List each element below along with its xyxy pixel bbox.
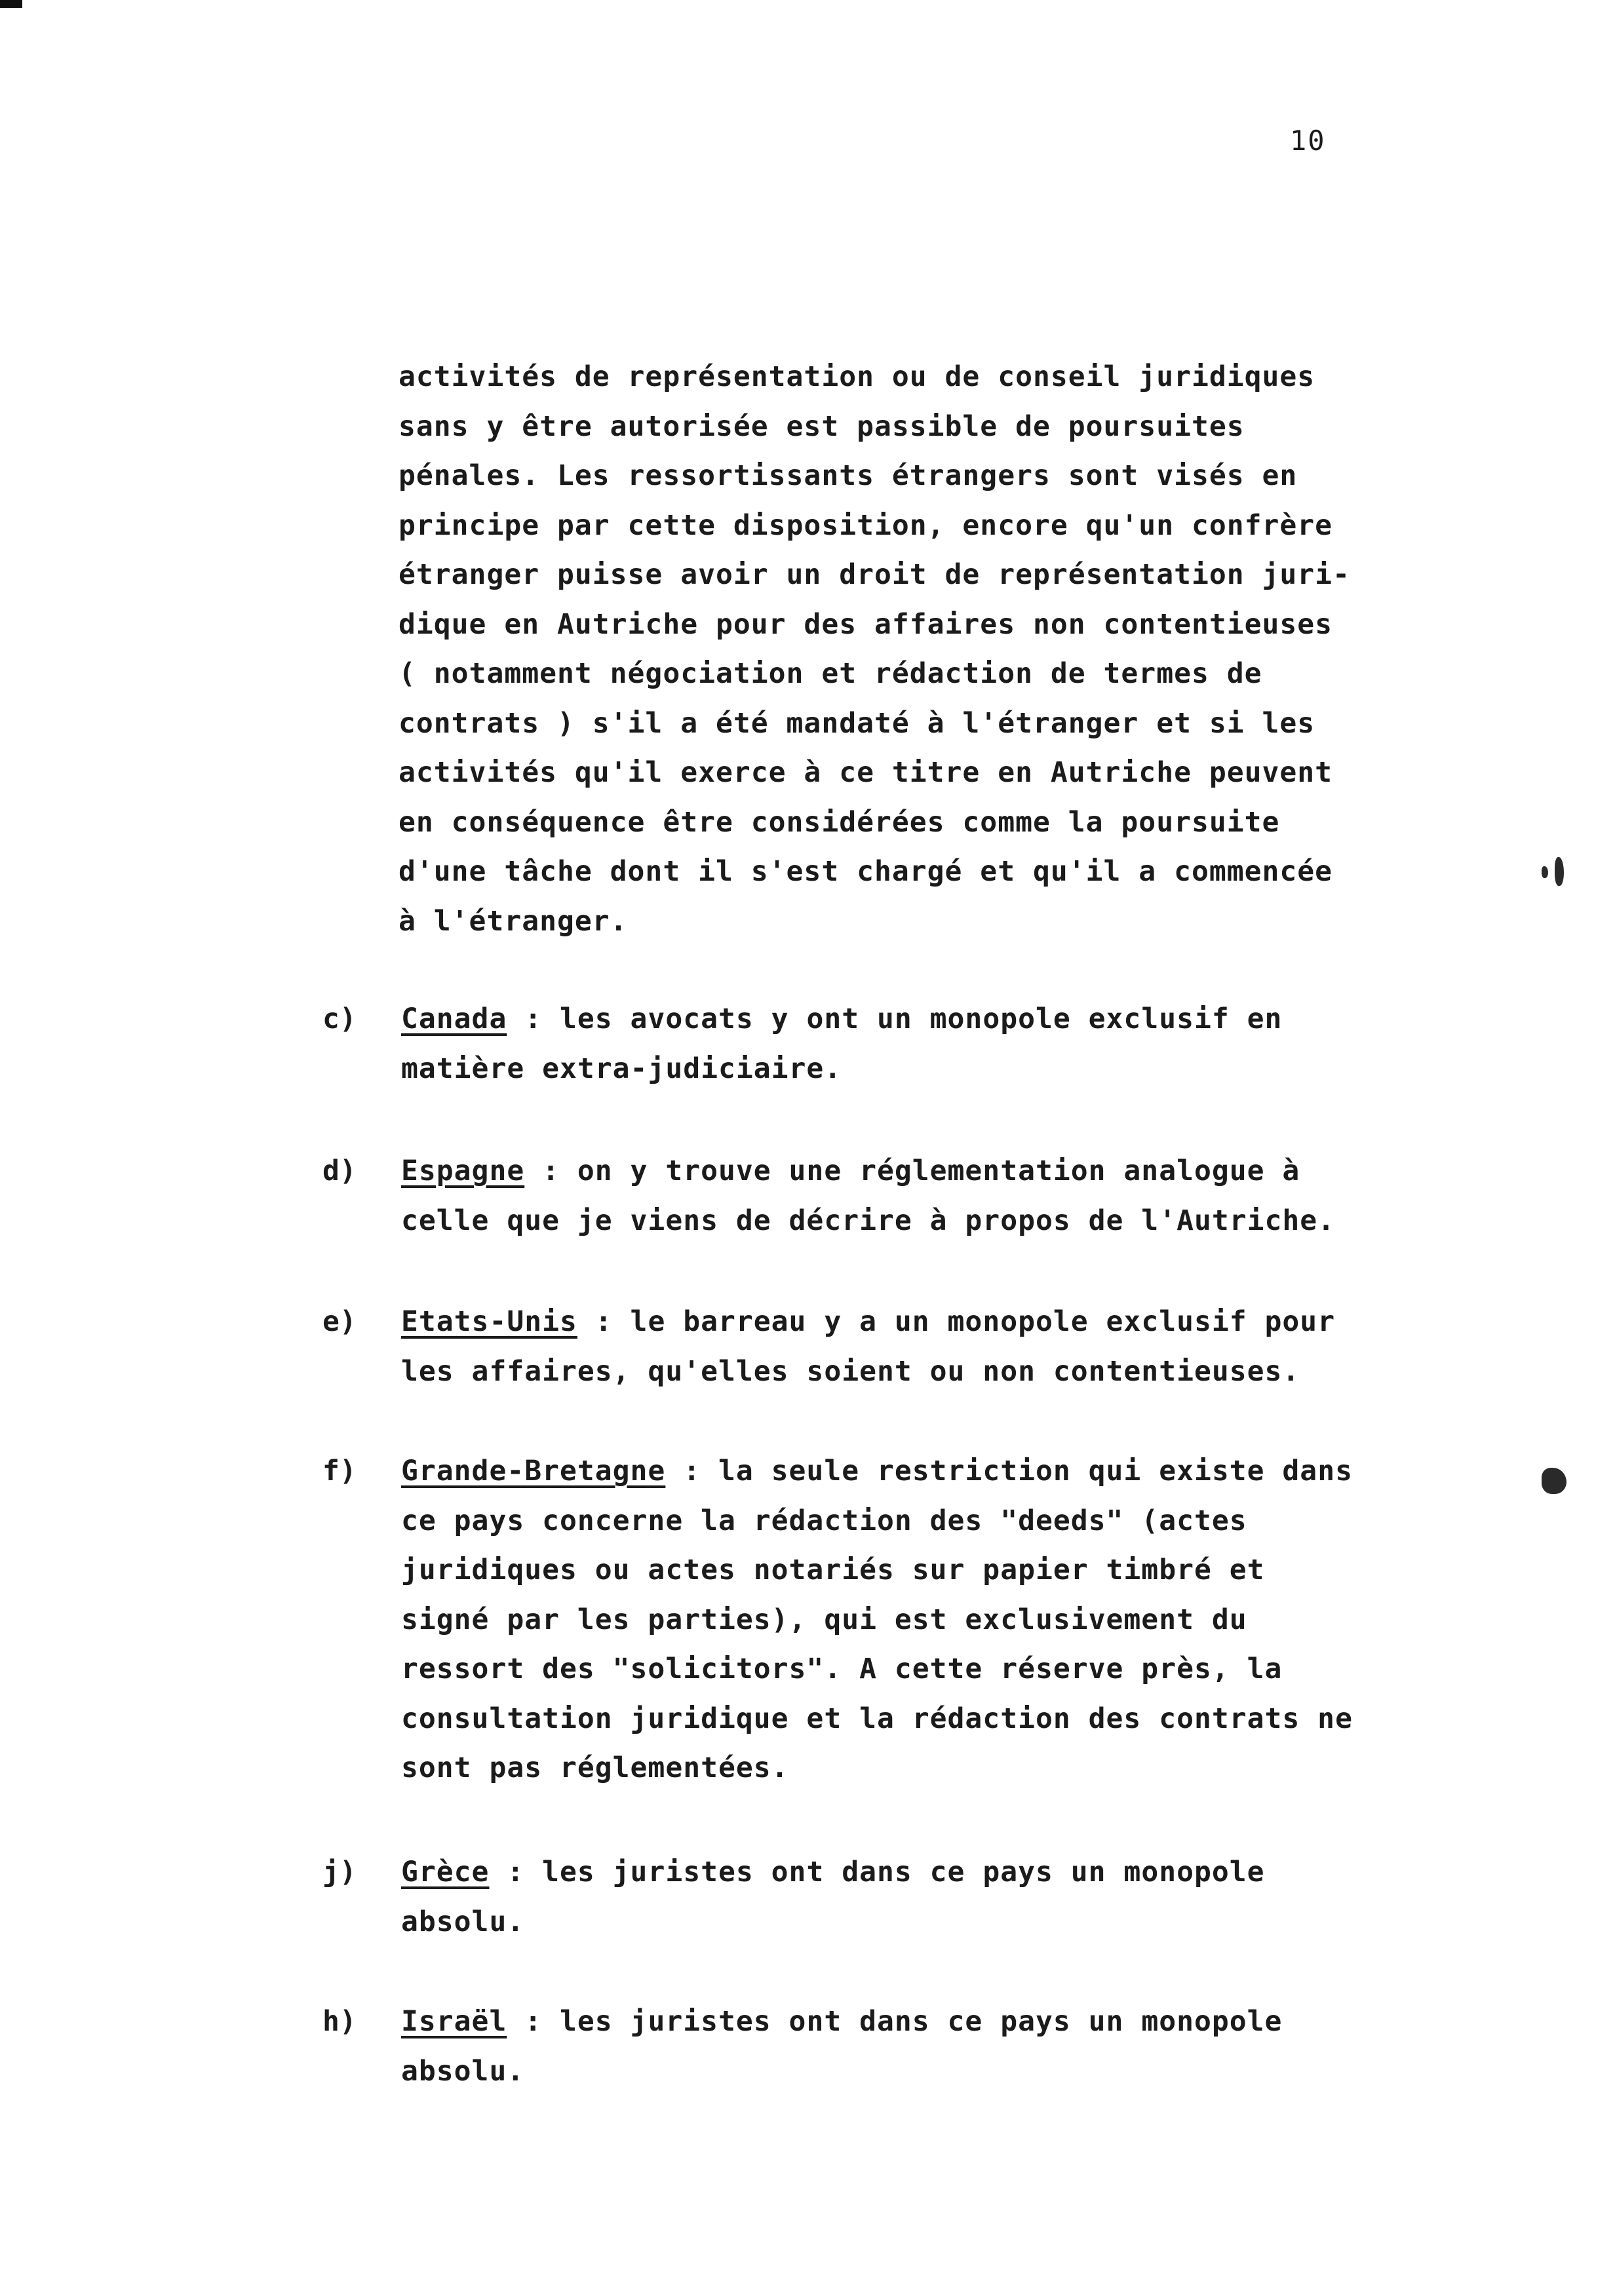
entry-first-line-rest: : les juristes ont dans ce pays un monopole [507,2005,1283,2038]
entry-body [401,1997,1528,2096]
entry-line: ce pays concerne la rédaction des "deeds" (actes [401,1504,1247,1537]
paragraph-line: pénales. Les ressortissants étrangers sont visés en [399,459,1298,492]
entry-line: sont pas réglementées. [401,1751,789,1784]
country-name: Canada [401,1003,507,1035]
margin-ink-smudge [1555,857,1564,886]
entry-line: les affaires, qu'elles soient ou non contentieuses. [401,1354,1300,1388]
country-name: Grande-Bretagne [401,1455,666,1487]
entry-first-line [401,1848,1528,1898]
paragraph-line: principe par cette disposition, encore qu'un confrère [399,508,1333,542]
entry-first-line [401,1297,1528,1347]
entry-line: consultation juridique et la rédaction des contrats ne [401,1702,1353,1735]
country-name: Espagne [401,1155,525,1187]
entry-marker: f) [322,1455,357,1487]
entry-marker: c) [322,1003,357,1035]
entry-body [401,995,1528,1094]
entry-line: absolu. [401,1905,525,1938]
page-number: 10 [1290,124,1326,157]
country-name: Israël [401,2005,507,2038]
entry-body [401,1147,1528,1246]
entry-first-line-rest: : les juristes ont dans ce pays un monopole [489,1856,1265,1888]
intro-paragraph [399,353,1526,946]
country-name: Grèce [401,1856,490,1888]
paragraph-line: en conséquence être considérées comme la poursuite [399,805,1280,839]
entry-first-line-rest: : le barreau y a un monopole exclusif pour [577,1305,1336,1338]
paragraph-line: activités qu'il exerce à ce titre en Autriche peuvent [399,756,1333,789]
paragraph-line: activités de représentation ou de conseil juridiques [399,360,1315,393]
entry-first-line [401,1997,1528,2047]
margin-ink-smudge [1542,866,1548,878]
entry-first-line [401,1147,1528,1196]
paragraph-line: d'une tâche dont il s'est chargé et qu'il a commencée [399,855,1333,888]
paragraph-line: à l'étranger. [399,904,628,938]
margin-ink-smudge [1542,1468,1566,1494]
paragraph-line: étranger puisse avoir un droit de représentation juri- [399,558,1350,591]
entry-body [401,1447,1528,1793]
entry-body [401,1297,1528,1396]
entry-line: matière extra-judiciaire. [401,1052,842,1085]
entry-marker: j) [322,1856,357,1888]
entry-first-line-rest: : la seule restriction qui existe dans [665,1455,1353,1487]
entry-first-line [401,1447,1528,1497]
entry-marker: e) [322,1305,357,1338]
entry-line: juridiques ou actes notariés sur papier timbré et [401,1554,1265,1586]
paragraph-line: sans y être autorisée est passible de poursuites [399,410,1245,443]
entry-marker: d) [322,1155,357,1187]
entry-line: absolu. [401,2054,525,2088]
paragraph-line: ( notamment négociation et rédaction de termes de [399,657,1262,690]
country-name: Etats-Unis [401,1305,577,1338]
entry-marker: h) [322,2005,357,2038]
entry-body [401,1848,1528,1947]
paragraph-line: dique en Autriche pour des affaires non contentieuses [399,607,1333,641]
entry-line: signé par les parties), qui est exclusivement du [401,1603,1247,1636]
entry-line: ressort des "solicitors". A cette réserve près, la [401,1653,1283,1685]
entry-first-line-rest: : on y trouve une réglementation analogue à [524,1155,1300,1187]
entry-line: celle que je viens de décrire à propos de l'Autriche. [401,1204,1336,1237]
paragraph-line: contrats ) s'il a été mandaté à l'étranger et si les [399,706,1315,740]
entry-first-line-rest: : les avocats y ont un monopole exclusif en [507,1003,1283,1035]
scan-corner-mark [0,0,22,8]
entry-first-line [401,995,1528,1044]
